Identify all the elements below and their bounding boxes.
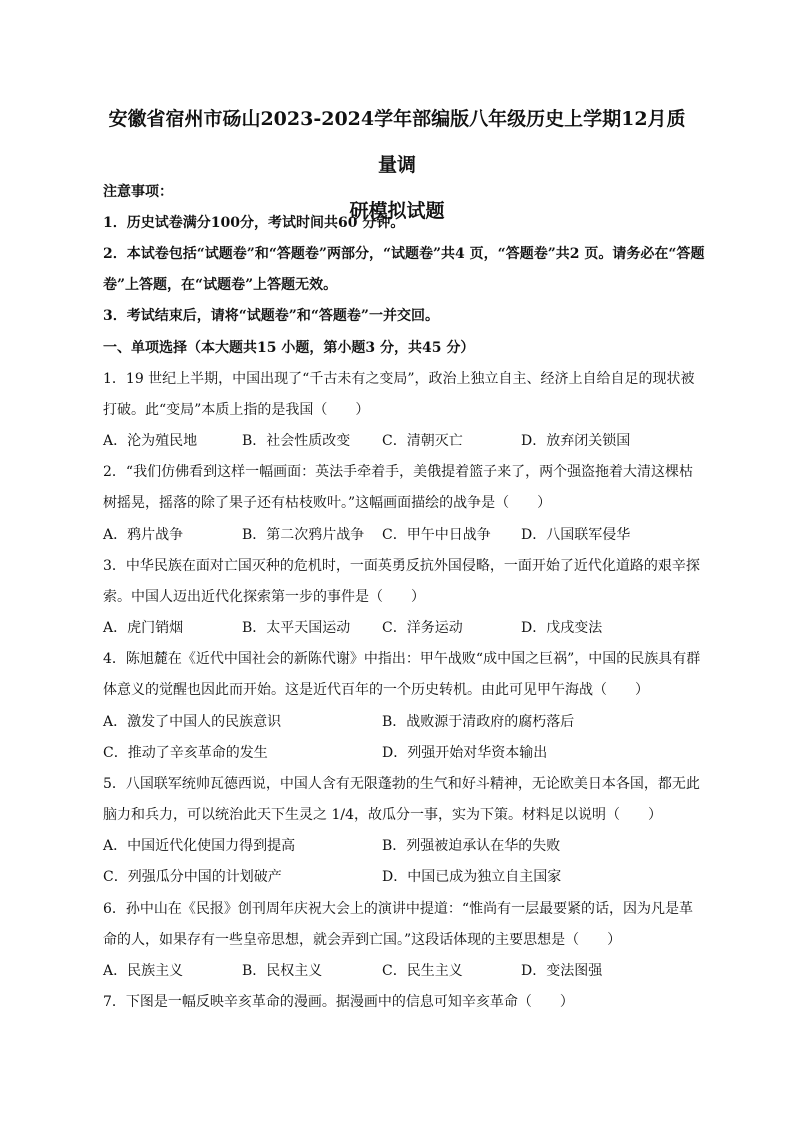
option-a: A．沦为殖民地 xyxy=(103,433,198,449)
question-2-line-2: 树摇晃，摇落的除了果子还有枯枝败叶。”这幅画面描绘的战争是（ ） xyxy=(103,495,552,511)
option-c: C．列强瓜分中国的计划破产 xyxy=(103,869,282,885)
option-d: D．列强开始对华资本输出 xyxy=(382,745,548,761)
option-b: B．民权主义 xyxy=(242,963,323,979)
question-3-line-1: 3．中华民族在面对亡国灭种的危机时，一面英勇反抗外国侵略，一面开始了近代化道路的艰辛探 xyxy=(103,558,700,574)
notice-item-3: 3．考试结束后，请将“试题卷”和“答题卷”一并交回。 xyxy=(103,308,439,324)
question-6-line-1: 6．孙中山在《民报》创刊周年庆祝大会上的演讲中提道：“惟尚有一层最要紧的话，因为凡是革 xyxy=(103,901,694,917)
notice-item-2-line-2: 卷”上答题，在“试题卷”上答题无效。 xyxy=(103,277,338,293)
option-d: D．放弃闭关锁国 xyxy=(521,433,631,449)
section-heading: 一、单项选择（本大题共15 小题，第小题3 分，共45 分） xyxy=(103,340,475,356)
option-b: B．社会性质改变 xyxy=(242,433,351,449)
option-d: D．中国已成为独立自主国家 xyxy=(382,869,562,885)
option-b: B．战败源于清政府的腐朽落后 xyxy=(382,714,575,730)
option-a: A．虎门销烟 xyxy=(103,620,184,636)
question-5-line-2: 脑力和兵力，可以统治此天下生灵之 1/4，故瓜分一事，实为下策。材料足以说明（ ） xyxy=(103,807,662,823)
title-line-1: 安徽省宿州市砀山2023-2024学年部编版八年级历史上学期12月质量调 xyxy=(108,108,686,176)
question-1-line-1: 1．19 世纪上半期，中国出现了“千古未有之变局”，政治上独立自主、经济上自给自足的现状被 xyxy=(103,371,695,387)
question-3-line-2: 索。中国人迈出近代化探索第一步的事件是（ ） xyxy=(103,589,425,605)
option-a: A．中国近代化使国力得到提高 xyxy=(103,838,296,854)
option-a: A．民族主义 xyxy=(103,963,184,979)
question-1-line-2: 打破。此“变局”本质上指的是我国（ ） xyxy=(103,402,370,418)
option-b: B．列强被迫承认在华的失败 xyxy=(382,838,561,854)
title-line-2: 研模拟试题 xyxy=(349,200,445,222)
question-4-line-1: 4．陈旭麓在《近代中国社会的新陈代谢》中指出：甲午战败“成中国之巨祸”，中国的民族具有群 xyxy=(103,651,701,667)
option-c: C．民生主义 xyxy=(382,963,463,979)
option-c: C．甲午中日战争 xyxy=(382,527,491,543)
question-2-line-1: 2．“我们仿佛看到这样一幅画面：英法手牵着手，美俄提着篮子来了，两个强盗拖着大清这棵枯 xyxy=(103,464,694,480)
question-7-line-1: 7．下图是一幅反映辛亥革命的漫画。据漫画中的信息可知辛亥革命（ ） xyxy=(103,994,574,1010)
option-b: B．太平天国运动 xyxy=(242,620,351,636)
question-4-line-2: 体意义的觉醒也因此而开始。这是近代百年的一个历史转机。由此可见甲午海战（ ） xyxy=(103,682,649,698)
notice-heading: 注意事项： xyxy=(103,184,173,200)
notice-item-1: 1．历史试卷满分100分，考试时间共60 分钟。 xyxy=(103,215,405,231)
option-c: C．洋务运动 xyxy=(382,620,463,636)
option-c: C．清朝灭亡 xyxy=(382,433,463,449)
option-b: B．第二次鸦片战争 xyxy=(242,527,365,543)
option-a: A．激发了中国人的民族意识 xyxy=(103,714,282,730)
question-6-line-2: 命的人，如果存有一些皇帝思想，就会弄到亡国。”这段话体现的主要思想是（ ） xyxy=(103,932,622,948)
option-c: C．推动了辛亥革命的发生 xyxy=(103,745,268,761)
option-d: D．戊戌变法 xyxy=(521,620,603,636)
question-5-line-1: 5．八国联军统帅瓦德西说，中国人含有无限蓬勃的生气和好斗精神，无论欧美日本各国，都无此 xyxy=(103,776,700,792)
option-a: A．鸦片战争 xyxy=(103,527,184,543)
notice-item-2-line-1: 2．本试卷包括“试题卷”和“答题卷”两部分，“试题卷”共4 页，“答题卷”共2 页。请务必在“答题 xyxy=(103,246,705,262)
option-d: D．八国联军侵华 xyxy=(521,527,631,543)
option-d: D．变法图强 xyxy=(521,963,603,979)
